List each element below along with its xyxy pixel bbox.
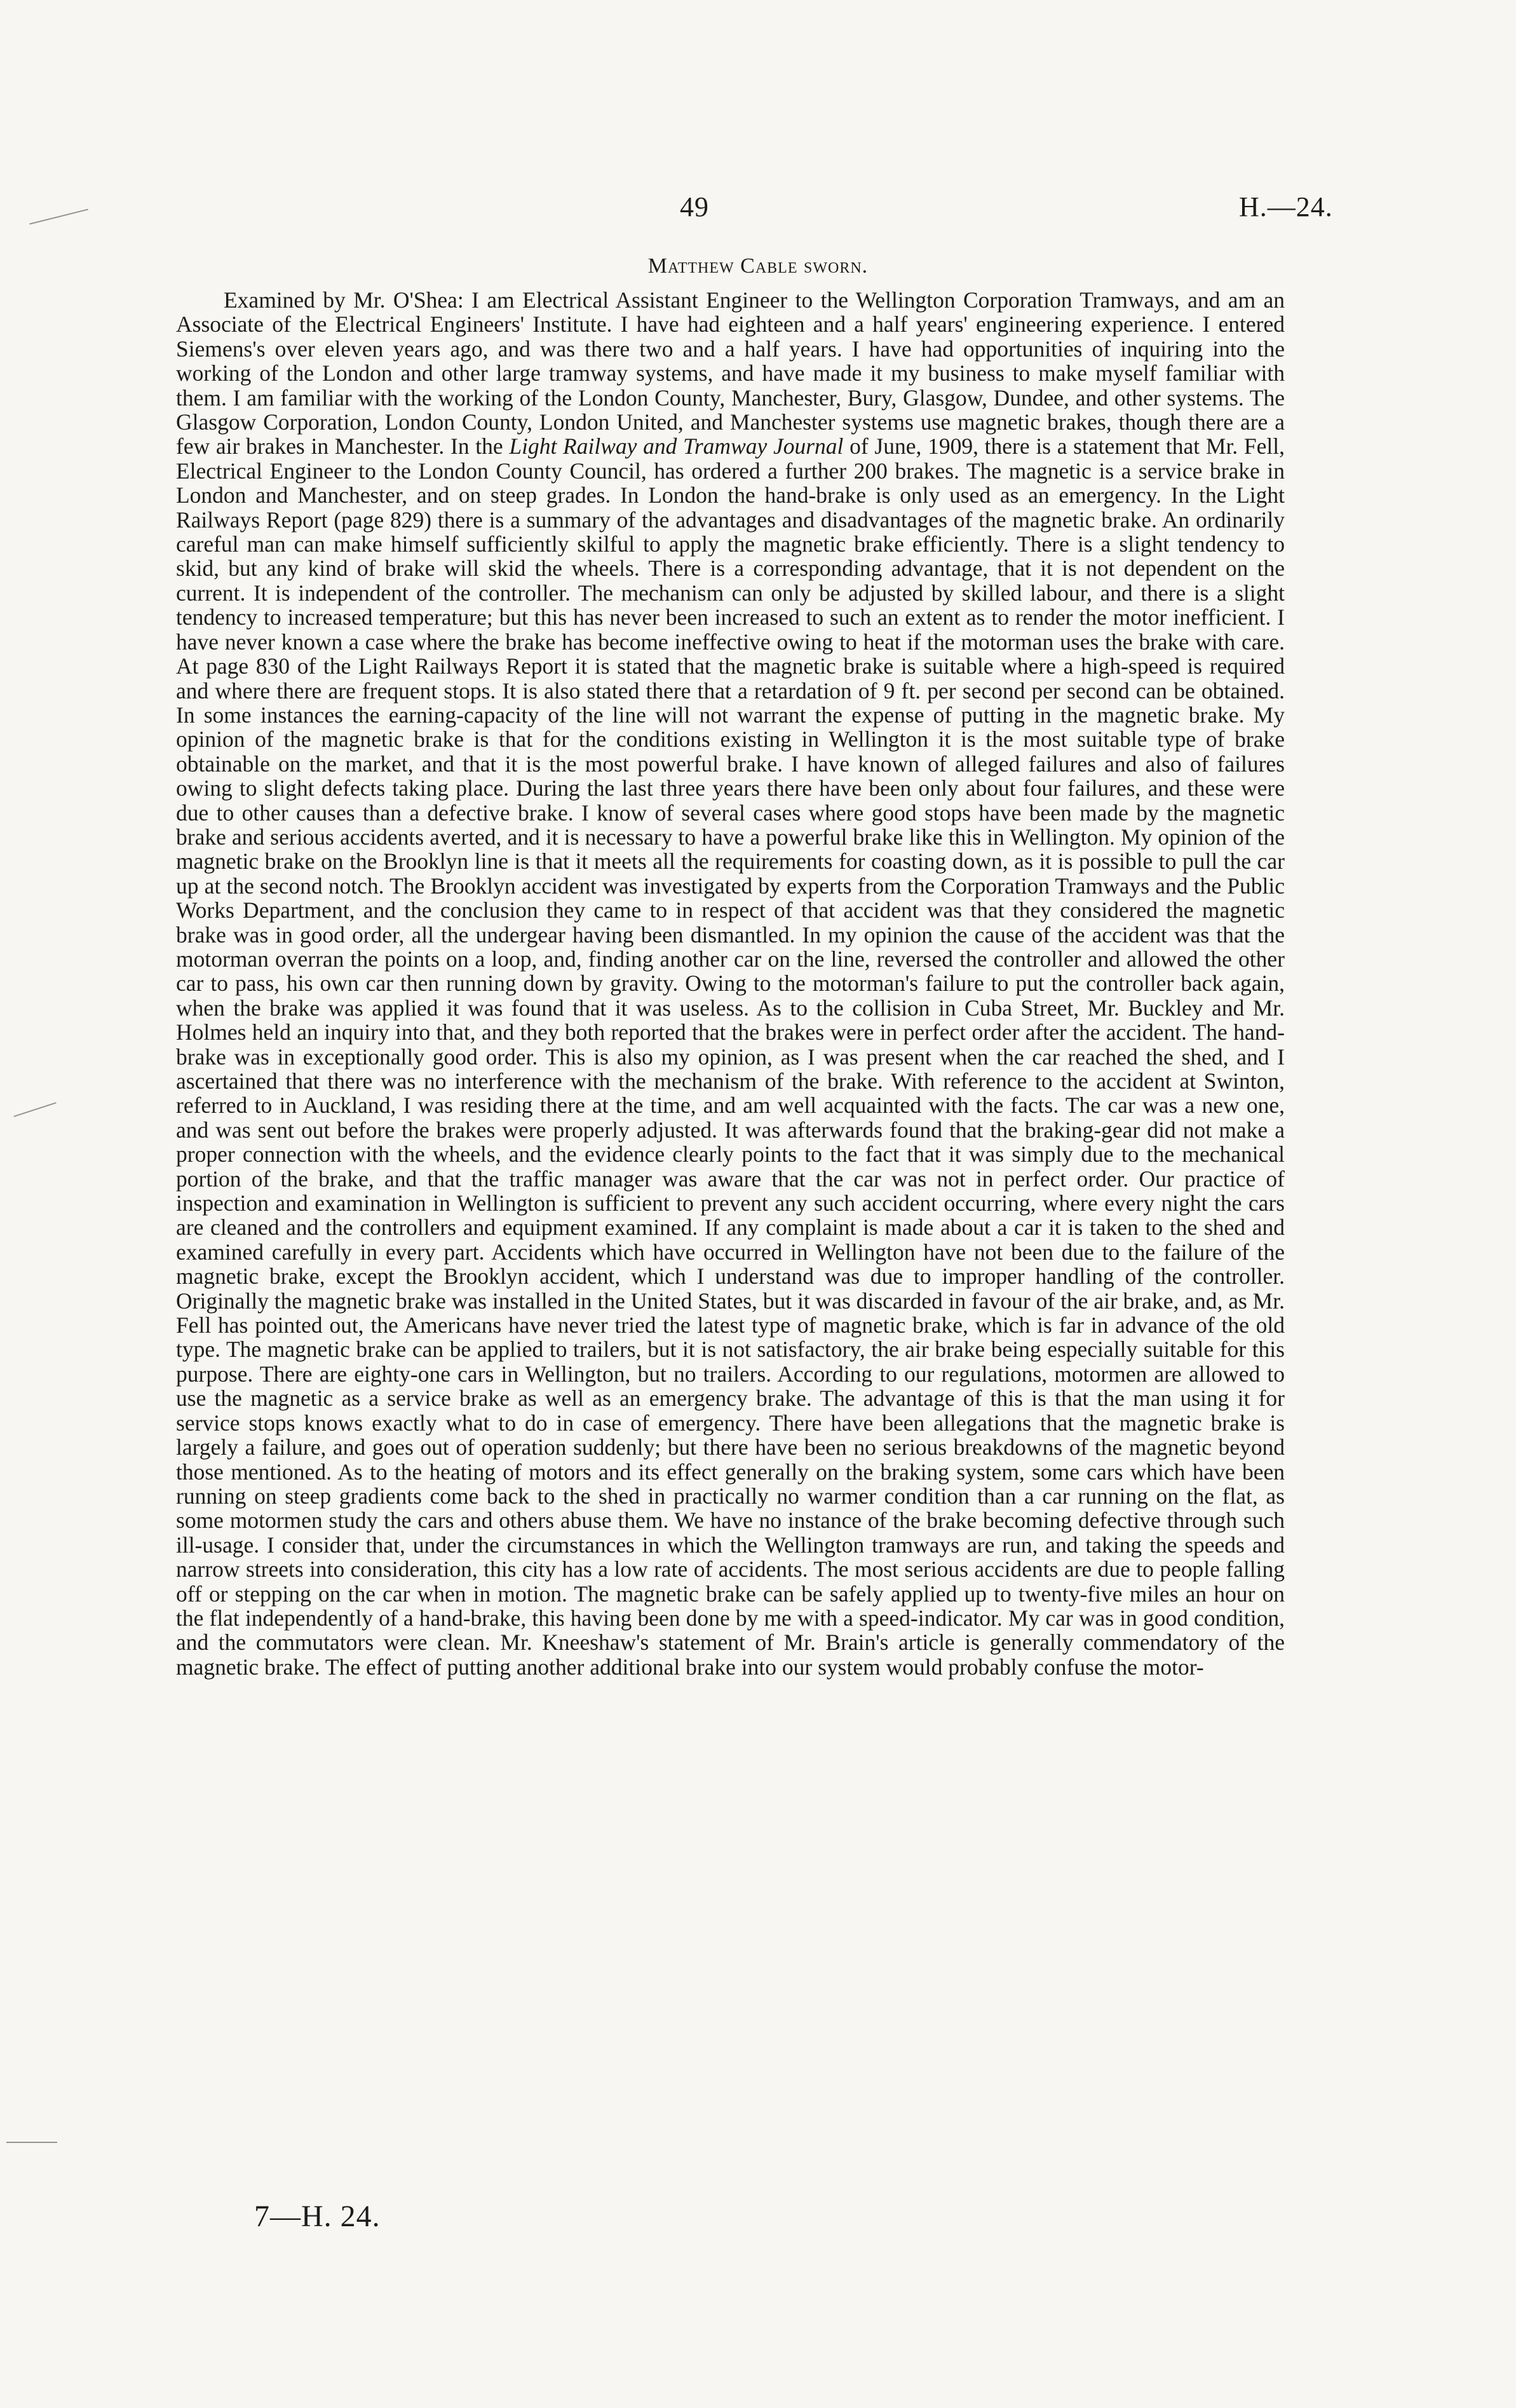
testimony-text-part-1: Examined by Mr. O'Shea: I am Electrical Assistant Engineer to the Wellington Corporation Tramways, and am an Associate of the Electrical Engineers' Institute. I have had eighteen and a half years' engineering experience. I entered Siemens's over eleven years ago, and was there two and a half years. I have had opportunities of inquiring into the working of the London and other large tramway systems, and have made it my business to make myself familiar with them. I am familiar with the working of the London County, Manchester, Bury, Glasgow, Dundee, and other systems. The Glasgow Corporation, London County, London United, and Manchester systems use magnetic brakes, though there are a few air brakes in Manchester. In the — [176, 287, 1285, 459]
testimony-paragraph — [176, 288, 1285, 1679]
testimony-text-part-2: of June, 1909, there is a statement that Mr. Fell, Electrical Engineer to the London County Council, has ordered a further 200 brakes. The magnetic is a service brake in London and Manchester, and on steep grades. In London the hand-brake is only used as an emergency. In the Light Railways Report (page 829) there is a summary of the advantages and disadvantages of the magnetic brake. An ordinarily careful man can make himself sufficiently skilful to apply the magnetic brake efficiently. There is a slight tendency to skid, but any kind of brake will skid the wheels. There is a corresponding advantage, that it is not dependent on the current. It is independent of the controller. The mechanism can only be adjusted by skilled labour, and there is a slight tendency to increased temperature; but this has never been increased to such an extent as to render the motor inefficient. I have never known a case where the brake has become ineffective owing to heat if the motorman uses the brake with care. At page 830 of the Light Railways Report it is stated that the magnetic brake is suitable where a high-speed is required and where there are frequent stops. It is also stated there that a retardation of 9 ft. per second per second can be obtained. In some instances the earning-capacity of the line will not warrant the expense of putting in the magnetic brake. My opinion of the magnetic brake is that for the conditions existing in Wellington it is the most suitable type of brake obtainable on the market, and that it is the most powerful brake. I have known of alleged failures and also of failures owing to slight defects taking place. During the last three years there have been only about four failures, and these were due to other causes than a defective brake. I know of several cases where good stops have been made by the magnetic brake and serious accidents averted, and it is necessary to have a powerful brake like this in Wellington. My opinion of the magnetic brake on the Brooklyn line is that it meets all the requirements for coasting down, as it is possible to pull the car up at the second notch. The Brooklyn accident was investigated by experts from the Corporation Tramways and the Public Works Department, and the conclusion they came to in respect of that accident was that they considered the magnetic brake was in good order, all the undergear having been dismantled. In my opinion the cause of the accident was that the motorman overran the points on a loop, and, finding another car on the line, reversed the controller and allowed the other car to pass, his own car then running down by gravity. Owing to the motorman's failure to put the controller back again, when the brake was applied it was found that it was useless. As to the collision in Cuba Street, Mr. Buckley and Mr. Holmes held an inquiry into that, and they both reported that the brakes were in perfect order after the accident. The hand-brake was in exceptionally good order. This is also my opinion, as I was present when the car reached the shed, and I ascertained that there was no interference with the mechanism of the brake. With reference to the accident at Swinton, referred to in Auckland, I was residing there at the time, and am well acquainted with the facts. The car was a new one, and was sent out before the brakes were properly adjusted. It was afterwards found that the braking-gear did not make a proper connection with the wheels, and the evidence clearly points to the fact that it was simply due to the mechanical portion of the brake, and that the traffic manager was aware that the car was not in perfect order. Our practice of inspection and examination in Wellington is sufficient to prevent any such accident occurring, where every night the cars are cleaned and the controllers and equipment examined. If any complaint is made about a car it is taken to the shed and examined carefully in every part. Accidents which have occurred in Wellington have not been due to the failure of the magnetic brake, except the Brooklyn accident, which I understand was due to improper handling of the controller. Originally the magnetic brake was installed in the United States, but it was discarded in favour of the air brake, and, as Mr. Fell has pointed out, the Americans have never tried the latest type of magnetic brake, which is far in advance of the old type. The magnetic brake can be applied to trailers, but it is not satisfactory, the air brake being especially suitable for this purpose. There are eighty-one cars in Wellington, but no trailers. According to our regulations, motormen are allowed to use the magnetic as a service brake as well as an emergency brake. The advantage of this is that the man using it for service stops knows exactly what to do in case of emergency. There have been allegations that the magnetic brake is largely a failure, and goes out of operation suddenly; but there have been no serious breakdowns of the magnetic beyond those mentioned. As to the heating of motors and its effect generally on the braking system, some cars which have been running on steep gradients come back to the shed in practically no warmer condition than a car running on the flat, as some motormen study the cars and others abuse them. We have no instance of the brake becoming defective through such ill-usage. I consider that, under the circumstances in which the Wellington tramways are run, and taking the speeds and narrow streets into consideration, this city has a low rate of accidents. The most serious accidents are due to people falling off or stepping on the car when in motion. The magnetic brake can be safely applied up to twenty-five miles an hour on the flat independently of a hand-brake, this having been done by me with a speed-indicator. My car was in good condition, and the commutators were clean. Mr. Kneeshaw's statement of Mr. Brain's article is generally commendatory of the magnetic brake. The effect of putting another additional brake into our system would probably confuse the motor- — [176, 433, 1285, 1680]
margin-mark-middle — [13, 1102, 56, 1117]
paper-reference: H.—24. — [1239, 191, 1333, 222]
margin-mark-top — [29, 209, 88, 225]
page-number: 49 — [680, 191, 709, 222]
margin-mark-bottom — [6, 2142, 57, 2143]
sheet-reference: 7—H. 24. — [254, 2200, 381, 2233]
witness-heading: Matthew Cable sworn. — [647, 254, 869, 278]
journal-title: Light Railway and Tramway Journal — [509, 433, 844, 459]
